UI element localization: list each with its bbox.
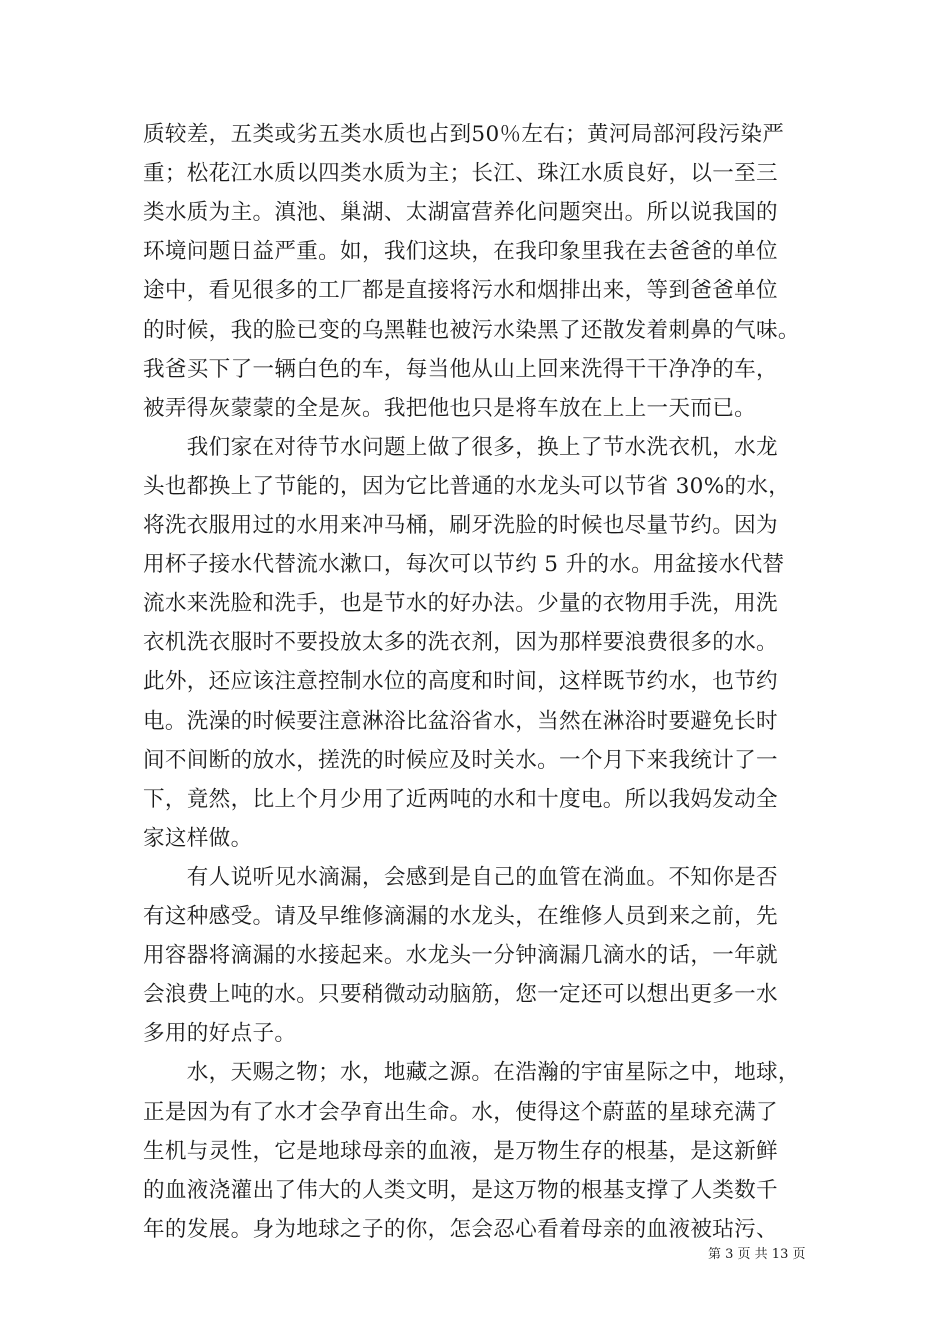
text-line: 衣机洗衣服时不要投放太多的洗衣剂，因为那样要浪费很多的水。 (143, 630, 778, 656)
text-line: 此外，还应该注意控制水位的高度和时间，这样既节约水，也节约 (143, 669, 778, 695)
text-line: 用杯子接水代替流水漱口，每次可以节约 5 升的水。用盆接水代替 (143, 552, 785, 578)
text-line: 类水质为主。滇池、巢湖、太湖富营养化问题突出。所以说我国的 (143, 200, 778, 226)
page-number: 第 3 页 共 13 页 (708, 1247, 806, 1262)
text-line: 会浪费上吨的水。只要稍微动动脑筋，您一定还可以想出更多一水 (143, 982, 778, 1008)
text-line: 生机与灵性，它是地球母亲的血液，是万物生存的根基，是这新鲜 (143, 1138, 778, 1164)
text-line: 头也都换上了节能的，因为它比普通的水龙头可以节省 30%的水， (143, 473, 791, 499)
text-line: 电。洗澡的时候要注意淋浴比盆浴省水，当然在淋浴时要避免长时 (143, 708, 778, 734)
text-line: 我爸买下了一辆白色的车，每当他从山上回来洗得干干净净的车， (143, 356, 778, 382)
text-line: 我们家在对待节水问题上做了很多，换上了节水洗衣机，水龙 (143, 434, 778, 460)
text-line: 质较差，五类或劣五类水质也占到50％左右；黄河局部河段污染严 (143, 122, 785, 147)
text-line: 年的发展。身为地球之子的你，怎会忍心看着母亲的血液被玷污、 (143, 1216, 778, 1242)
text-line: 正是因为有了水才会孕育出生命。水，使得这个蔚蓝的星球充满了 (143, 1099, 778, 1125)
text-line: 有这种感受。请及早维修滴漏的水龙头，在维修人员到来之前，先 (143, 904, 778, 929)
text-line: 被弄得灰蒙蒙的全是灰。我把他也只是将车放在上上一天而已。 (143, 395, 757, 421)
text-line: 下，竟然，比上个月少用了近两吨的水和十度电。所以我妈发动全 (143, 786, 778, 812)
text-line: 家这样做。 (143, 825, 253, 851)
text-line: 流水来洗脸和洗手，也是节水的好办法。少量的衣物用手洗，用洗 (143, 591, 778, 617)
text-line: 将洗衣服用过的水用来冲马桶，刷牙洗脸的时候也尽量节约。因为 (143, 513, 778, 538)
text-line: 多用的好点子。 (143, 1021, 297, 1047)
text-line: 重；松花江水质以四类水质为主；长江、珠江水质良好，以一至三 (143, 161, 778, 187)
text-line: 途中，看见很多的工厂都是直接将污水和烟排出来，等到爸爸单位 (143, 278, 778, 304)
text-line: 环境问题日益严重。如，我们这块，在我印象里我在去爸爸的单位 (143, 239, 778, 265)
text-line: 用容器将滴漏的水接起来。水龙头一分钟滴漏几滴水的话，一年就 (143, 943, 778, 969)
text-line: 间不间断的放水，搓洗的时候应及时关水。一个月下来我统计了一 (143, 747, 778, 773)
text-line: 有人说听见水滴漏，会感到是自己的血管在淌血。不知你是否 (143, 864, 778, 890)
text-line: 的血液浇灌出了伟大的人类文明，是这万物的根基支撑了人类数千 (143, 1177, 778, 1203)
text-line: 水，天赐之物；水，地藏之源。在浩瀚的宇宙星际之中，地球， (143, 1060, 800, 1086)
text-line: 的时候，我的脸已变的乌黑鞋也被污水染黑了还散发着刺鼻的气味。 (143, 317, 800, 343)
